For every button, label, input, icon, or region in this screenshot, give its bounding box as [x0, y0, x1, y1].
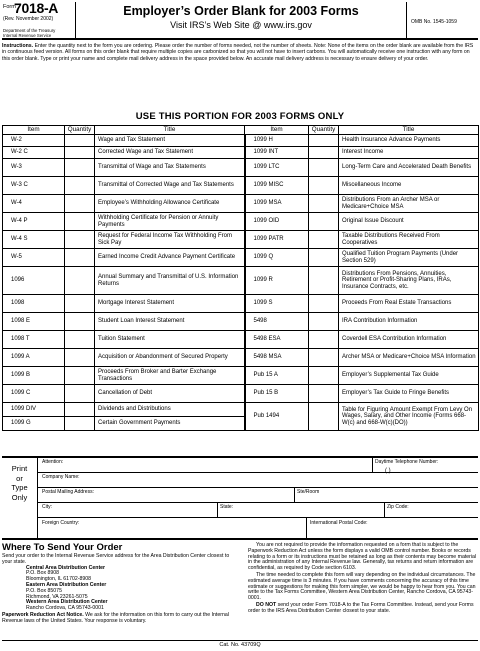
form-item-title: IRA Contribution Information [339, 313, 479, 331]
form-item-title: Employer’s Supplemental Tax Guide [339, 367, 479, 385]
quantity-input[interactable] [309, 159, 339, 177]
form-item-code: 5498 ESA [245, 331, 309, 349]
catalog-number: Cat. No. 43709Q [2, 640, 478, 648]
form-item-code: 1099 MSA [245, 195, 309, 213]
quantity-input[interactable] [309, 367, 339, 385]
form-item-title: Dividends and Distributions [95, 403, 245, 417]
omb-number: OMB No. 1545-1059 [411, 19, 457, 25]
divider [294, 487, 295, 502]
quantity-input[interactable] [65, 135, 95, 147]
table-row [3, 147, 479, 159]
phone-field[interactable]: ( ) [385, 468, 391, 474]
quantity-input[interactable] [309, 231, 339, 249]
form-item-code: W-5 [3, 249, 65, 267]
form-item-title: Withholding Certificate for Pension or Annuity Payments [95, 213, 245, 231]
form-item-title: Proceeds From Real Estate Transactions [339, 295, 479, 313]
postal-address-label: Postal Mailing Address: [42, 489, 94, 495]
header-item: Item [245, 126, 309, 135]
divider [217, 502, 218, 517]
form-word: Form [3, 4, 16, 10]
form-item-code: 1099 S [245, 295, 309, 313]
form-item-title: Wage and Tax Statement [95, 135, 245, 147]
form-item-code: 1099 C [3, 385, 65, 403]
form-item-title: Tuition Statement [95, 331, 245, 349]
form-header [2, 2, 478, 40]
form-item-title: Table for Figuring Amount Exempt From Levy On Wages, Salary, and Other Income (Forms 668-W(c) and 668-W(c)(DO)) [339, 403, 479, 431]
quantity-input[interactable] [65, 385, 95, 403]
quantity-input[interactable] [309, 331, 339, 349]
zip-code-label: Zip Code: [387, 504, 409, 510]
form-item-title: Health Insurance Advance Payments [339, 135, 479, 147]
form-title-box [76, 2, 406, 40]
form-item-title: Transmittal of Corrected Wage and Tax Statements [95, 177, 245, 195]
quantity-input[interactable] [65, 249, 95, 267]
form-item-code: 1098 T [3, 331, 65, 349]
daytime-phone-label: Daytime Telephone Number: [375, 459, 439, 465]
revision-date: (Rev. November 2002) [3, 16, 54, 22]
table-row [3, 249, 479, 267]
form-item-code: 1099 DIV [3, 403, 65, 417]
state-label: State: [220, 504, 234, 510]
quantity-input[interactable] [309, 213, 339, 231]
table-row [3, 403, 479, 417]
form-item-title: Coverdell ESA Contribution Information [339, 331, 479, 349]
mailing-address-section [2, 456, 478, 540]
divider [38, 502, 478, 503]
form-item-title: Acquisition or Abandonment of Secured Property [95, 349, 245, 367]
divider [38, 517, 478, 518]
quantity-input[interactable] [65, 177, 95, 195]
quantity-input[interactable] [309, 147, 339, 159]
company-name-label: Company Name: [42, 474, 80, 480]
header-item: Item [3, 126, 65, 135]
form-item-code: 1099 R [245, 267, 309, 295]
form-item-title: Request for Federal Income Tax Withholding From Sick Pay [95, 231, 245, 249]
quantity-input[interactable] [309, 249, 339, 267]
quantity-input[interactable] [309, 313, 339, 331]
form-item-code: 1098 E [3, 313, 65, 331]
table-row [3, 331, 479, 349]
portion-title: USE THIS PORTION FOR 2003 FORMS ONLY [135, 111, 345, 122]
where-intro: Send your order to the Internal Revenue Service address for the Area Distribution Center closest to your state. [2, 553, 230, 565]
form-item-title: Annual Summary and Transmittal of U.S. Information Returns [95, 267, 245, 295]
form-item-code: 1099 H [245, 135, 309, 147]
quantity-input[interactable] [65, 195, 95, 213]
table-row [3, 295, 479, 313]
form-item-code: W-3 [3, 159, 65, 177]
quantity-input[interactable] [309, 295, 339, 313]
form-item-code: 1099 OID [245, 213, 309, 231]
form-item-code: W-4 S [3, 231, 65, 249]
print-or-type-label: Print or Type Only [2, 458, 38, 538]
table-row [3, 231, 479, 249]
form-item-code: 1099 LTC [245, 159, 309, 177]
department-name: Department of the Treasury Internal Revenue Service [3, 28, 56, 38]
table-row [3, 177, 479, 195]
city-label: City: [42, 504, 52, 510]
form-item-code: 1096 [3, 267, 65, 295]
form-item-code: Pub 1494 [245, 403, 309, 431]
omb-box [406, 2, 478, 40]
attention-label: Attention: [42, 459, 64, 465]
form-item-code: 1099 Q [245, 249, 309, 267]
table-header-row [3, 126, 479, 135]
form-item-title: Student Loan Interest Statement [95, 313, 245, 331]
header-title: Title [339, 126, 479, 135]
quantity-input[interactable] [65, 267, 95, 295]
quantity-input[interactable] [65, 367, 95, 385]
form-item-code: W-4 P [3, 213, 65, 231]
form-id-box [2, 2, 76, 40]
form-item-code: W-4 [3, 195, 65, 213]
form-item-title: Proceeds From Broker and Barter Exchange Transactions [95, 367, 245, 385]
form-item-title: Certain Government Payments [95, 417, 245, 431]
form-item-code: 1098 [3, 295, 65, 313]
form-item-title: Transmittal of Wage and Tax Statements [95, 159, 245, 177]
form-item-code: 1099 A [3, 349, 65, 367]
header-quantity: Quantity [309, 126, 339, 135]
form-item-title: Miscellaneous Income [339, 177, 479, 195]
distribution-center-addresses: Central Area Distribution Center P.O. Box 8908 Bloomington, IL 61702-8908 Eastern Area Distribution Center P.O. Box 85075 Richmond, VA 23261-5075 Western Area Distribution Center Rancho Cordova, CA 95743-0001 [26, 564, 108, 612]
table-row [3, 385, 479, 403]
form-item-title: Cancellation of Debt [95, 385, 245, 403]
form-item-code: 5498 [245, 313, 309, 331]
quantity-input[interactable] [65, 331, 95, 349]
quantity-input[interactable] [65, 417, 95, 431]
quantity-input[interactable] [65, 147, 95, 159]
where-to-send-section [2, 542, 238, 642]
form-item-code: Pub 15 A [245, 367, 309, 385]
form-item-title: Distributions From an Archer MSA or Medicare+Choice MSA [339, 195, 479, 213]
form-item-code: 1099 G [3, 417, 65, 431]
intl-postal-code-label: International Postal Code: [310, 520, 368, 526]
order-form-page [2, 2, 478, 649]
form-item-title: Employee’s Withholding Allowance Certificate [95, 195, 245, 213]
header-quantity: Quantity [65, 126, 95, 135]
where-heading: Where To Send Your Order [2, 542, 123, 553]
form-subtitle: Visit IRS’s Web Site @ www.irs.gov [170, 20, 312, 30]
form-item-title: Archer MSA or Medicare+Choice MSA Information [339, 349, 479, 367]
form-item-code: Pub 15 B [245, 385, 309, 403]
divider [38, 472, 478, 473]
form-item-title: Mortgage Interest Statement [95, 295, 245, 313]
form-title: Employer’s Order Blank for 2003 Forms [123, 4, 359, 18]
foreign-country-label: Foreign Country: [42, 520, 80, 526]
quantity-input[interactable] [309, 135, 339, 147]
divider [372, 458, 373, 472]
quantity-input[interactable] [65, 313, 95, 331]
table-row [3, 367, 479, 385]
form-item-code: 1099 MISC [245, 177, 309, 195]
form-item-code: 1099 B [3, 367, 65, 385]
paperwork-reduction-notice: Paperwork Reduction Act Notice. We ask for the information on this form to carry out the Internal Revenue laws of the United States. Your response is voluntary. [2, 611, 229, 624]
quantity-input[interactable] [65, 349, 95, 367]
form-item-title: Distributions From Pensions, Annuities, Retirement or Profit-Sharing Plans, IRAs, Insurance Contracts, etc. [339, 267, 479, 295]
form-item-title: Long-Term Care and Accelerated Death Benefits [339, 159, 479, 177]
form-item-code: 5498 MSA [245, 349, 309, 367]
form-item-title: Original Issue Discount [339, 213, 479, 231]
form-item-title: Earned Income Credit Advance Payment Certificate [95, 249, 245, 267]
table-row [3, 135, 479, 147]
header-title: Title [95, 126, 245, 135]
privacy-notice-text: You are not required to provide the information requested on a form that is subject to the Paperwork Reduction Act unless the form displays a valid OMB control number. Books or records relating to a form or its instructions must be retained as long as their contents may become material in the administration of any Internal Revenue law. Generally, tax returns and return information are confidential, as required by Code section 6103. The time needed to complete this form will vary depending on the individual circumstances. The estimated average time is 3 minutes. If you have comments concerning the accuracy of this time estimate or suggestions for making this form simpler, we would be happy to hear from you. You can write to the Tax Forms Committee, Western Area Distribution Center, Rancho Cordova, CA 95743-0001. DO NOT send your order Form 7018-A to the Tax Forms Committee. Instead, send your Forms order to the IRS Area Distribution Center closest to your state. [248, 542, 477, 614]
form-number: 7018-A [14, 0, 59, 16]
ste-room-label: Ste/Room [297, 489, 320, 495]
form-item-code: 1099 INT [245, 147, 309, 159]
divider [384, 502, 385, 517]
form-item-code: W-3 C [3, 177, 65, 195]
form-item-code: 1099 PATR [245, 231, 309, 249]
form-item-title: Corrected Wage and Tax Statement [95, 147, 245, 159]
table-row [3, 159, 479, 177]
instructions: Instructions. Enter the quantity next to the form you are ordering. Please order the number of forms needed, not the number of sheets. Note: None of the items on the order blank are available from the IRS in continuous feed version. All forms on this order blank that require multiple copies are carbonized so that you will not have to insert carbons. You will automatically receive one instruction with any form on this order blank. Type or print your name and complete mail delivery address in the space provided below. An accurate mail delivery address is necessary to ensure delivery of your order. [2, 43, 474, 62]
form-item-title: Taxable Distributions Received From Cooperatives [339, 231, 479, 249]
table-row [3, 213, 479, 231]
form-item-code: W-2 [3, 135, 65, 147]
table-row [3, 195, 479, 213]
quantity-input[interactable] [309, 403, 339, 431]
quantity-input[interactable] [65, 213, 95, 231]
quantity-input[interactable] [309, 195, 339, 213]
divider [38, 487, 478, 488]
table-row [3, 349, 479, 367]
quantity-input[interactable] [309, 177, 339, 195]
table-row [3, 313, 479, 331]
table-row [3, 267, 479, 295]
quantity-input[interactable] [309, 385, 339, 403]
divider [306, 517, 307, 538]
quantity-input[interactable] [65, 231, 95, 249]
order-table [2, 125, 479, 431]
quantity-input[interactable] [65, 403, 95, 417]
form-item-title: Interest Income [339, 147, 479, 159]
quantity-input[interactable] [65, 295, 95, 313]
form-item-title: Qualified Tuition Program Payments (Under Section 529) [339, 249, 479, 267]
form-item-title: Employer’s Tax Guide to Fringe Benefits [339, 385, 479, 403]
quantity-input[interactable] [309, 267, 339, 295]
quantity-input[interactable] [309, 349, 339, 367]
form-item-code: W-2 C [3, 147, 65, 159]
quantity-input[interactable] [65, 159, 95, 177]
